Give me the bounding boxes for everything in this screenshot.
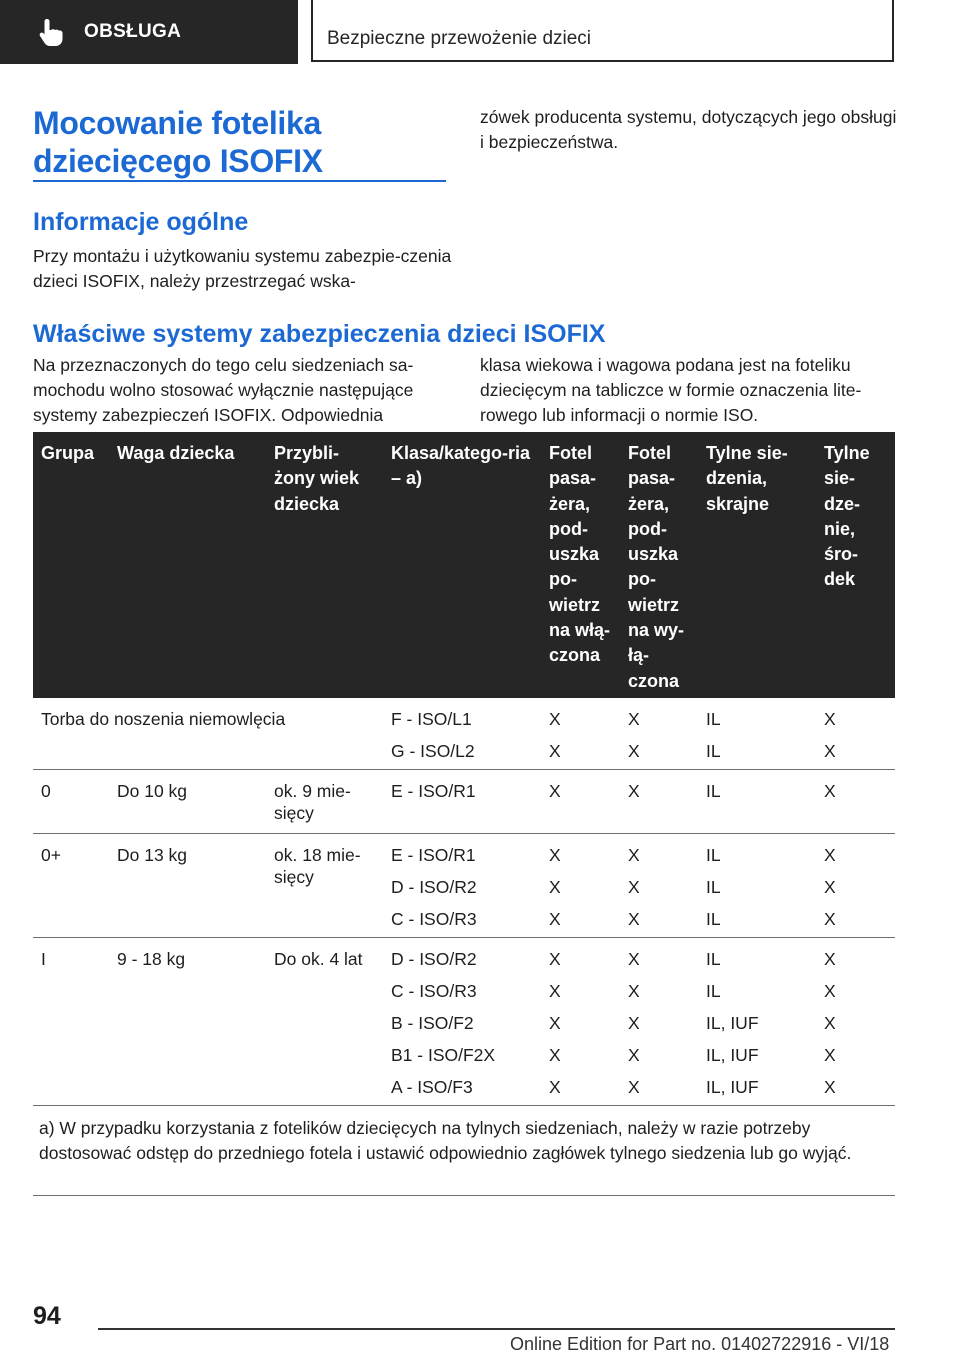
class-cell (391, 844, 531, 930)
cell-value: IL (706, 949, 721, 969)
class-value: F - ISO/L1 (391, 709, 472, 729)
rear-outer-cell (706, 948, 806, 1098)
cell-value: IL, IUF (706, 1045, 759, 1065)
cell-value: X (628, 949, 640, 969)
general-text-left: Przy montażu i użytkowaniu systemu zabezpie-czenia dzieci ISOFIX, należy przestrzegać wska- (33, 246, 452, 291)
page-number: 94 (33, 1302, 61, 1330)
header-age: Przybli-żony wiek dziecka (274, 443, 360, 514)
cell-value: X (628, 1045, 640, 1065)
class-cell (391, 708, 531, 762)
cell-value: IL (706, 909, 721, 929)
header-class: Klasa/katego-ria – a) (391, 443, 531, 489)
cell-value: X (824, 877, 836, 897)
footer-divider (98, 1328, 895, 1330)
cell-value: X (549, 709, 561, 729)
hand-pointer-icon (38, 17, 64, 47)
cell-value: IL (706, 845, 721, 865)
rear-center-cell (824, 708, 886, 762)
edition-note: Online Edition for Part no. 01402722916 - VI/18 (510, 1334, 890, 1354)
cell-value: X (549, 981, 561, 1001)
isofix-table (33, 432, 895, 1196)
table-row (33, 698, 895, 770)
age-cell: Do ok. 4 lat (274, 949, 363, 969)
rear-outer-cell: IL (706, 781, 721, 801)
header-rear-outer: Tylne sie-dzenia, skrajne (706, 443, 788, 514)
cell-value: IL (706, 741, 721, 761)
class-cell (391, 948, 531, 1098)
cell-value: X (824, 909, 836, 929)
class-value: B - ISO/F2 (391, 1013, 474, 1033)
weight-cell: Do 13 kg (117, 845, 188, 865)
table-footnote: a) W przypadku korzystania z fotelików dziecięcych na tylnych siedzeniach, należy w razie potrzeby dostosować odstęp do przedniego fotela i ustawić odpowiednio zagłówek tylnego siedzenia lub go wyjąć. (39, 1118, 852, 1163)
cell-value: X (549, 741, 561, 761)
table-row (33, 938, 895, 1106)
cell-value: X (549, 845, 561, 865)
class-value: D - ISO/R2 (391, 877, 477, 897)
systems-text-right: klasa wiekowa i wagowa podana jest na foteliku dziecięcym na tabliczce w formie oznaczenia lite-rowego lub informacji o normie ISO. (480, 355, 862, 425)
cell-value: X (628, 845, 640, 865)
class-value: A - ISO/F3 (391, 1077, 473, 1097)
section-heading-general: Informacje ogólne (33, 208, 249, 236)
page-title: Mocowanie fotelika dziecięcego ISOFIX (33, 105, 323, 179)
class-value: E - ISO/R1 (391, 845, 476, 865)
age-cell: ok. 9 mie-sięcy (274, 781, 351, 823)
cell-value: X (549, 877, 561, 897)
airbag-on-cell (549, 948, 611, 1098)
cell-value: IL, IUF (706, 1077, 759, 1097)
class-value: B1 - ISO/F2X (391, 1045, 496, 1065)
class-value: C - ISO/R3 (391, 981, 477, 1001)
group-cell: 0+ (41, 845, 61, 865)
weight-cell: 9 - 18 kg (117, 949, 186, 969)
cell-value: X (824, 709, 836, 729)
chapter-title: Bezpieczne przewożenie dzieci (327, 28, 592, 49)
airbag-off-cell (628, 948, 700, 1098)
cell-value: X (549, 909, 561, 929)
cell-value: X (628, 981, 640, 1001)
cell-value: X (824, 845, 836, 865)
group-cell: I (41, 949, 46, 969)
section-heading-systems: Właściwe systemy zabezpieczenia dzieci ISOFIX (33, 320, 606, 348)
chapter-header (311, 0, 894, 62)
class-value: G - ISO/L2 (391, 741, 475, 761)
airbag-off-cell (628, 708, 700, 762)
cell-value: X (824, 981, 836, 1001)
cell-value: X (549, 1013, 561, 1033)
header-weight: Waga dziecka (117, 443, 235, 463)
group-cell: 0 (41, 781, 51, 801)
airbag-on-cell (549, 844, 611, 930)
cell-value: X (824, 949, 836, 969)
cell-value: X (824, 1045, 836, 1065)
title-divider (33, 180, 446, 182)
rear-outer-cell (706, 844, 806, 930)
class-value: C - ISO/R3 (391, 909, 477, 929)
systems-text-left: Na przeznaczonych do tego celu siedzeniach sa-mochodu wolno stosować wyłącznie następujące systemy zabezpieczeń ISOFIX. Odpowiednia (33, 355, 414, 425)
section-tab (0, 0, 298, 64)
table-footnote-row (33, 1106, 895, 1196)
cell-value: IL (706, 981, 721, 1001)
cell-value: X (628, 741, 640, 761)
general-text-right: zówek producenta systemu, dotyczących jego obsługi i bezpieczeństwa. (480, 107, 897, 152)
header-airbag-on: Fotel pasa-żera, pod-uszka po-wietrz na włą-czona (549, 443, 611, 666)
cell-value: X (628, 1077, 640, 1097)
rear-outer-cell (706, 708, 806, 762)
cell-value: X (628, 909, 640, 929)
cell-value: X (824, 741, 836, 761)
header-rear-center: Tylne sie-dze-nie, śro-dek (824, 443, 870, 590)
airbag-off-cell (628, 844, 700, 930)
table-row (33, 834, 895, 938)
weight-cell: Do 10 kg (117, 781, 188, 801)
table-row (33, 770, 895, 834)
cell-value: X (549, 1077, 561, 1097)
rear-center-cell: X (824, 781, 836, 801)
cell-value: X (549, 949, 561, 969)
class-cell: E - ISO/R1 (391, 781, 476, 801)
row-label: Torba do noszenia niemowlęcia (41, 709, 286, 729)
header-group: Grupa (41, 443, 95, 463)
cell-value: X (628, 709, 640, 729)
section-label: OBSŁUGA (84, 21, 182, 42)
cell-value: IL (706, 709, 721, 729)
cell-value: X (628, 877, 640, 897)
cell-value: X (628, 1013, 640, 1033)
rear-center-cell (824, 844, 886, 930)
age-cell: ok. 18 mie-sięcy (274, 845, 361, 887)
table-header (33, 432, 895, 698)
rear-center-cell (824, 948, 886, 1098)
airbag-off-cell: X (628, 781, 640, 801)
cell-value: X (824, 1077, 836, 1097)
class-value: D - ISO/R2 (391, 949, 477, 969)
cell-value: X (824, 1013, 836, 1033)
cell-value: IL (706, 877, 721, 897)
header-airbag-off: Fotel pasa-żera, pod-uszka po-wietrz na wy-łą-czona (628, 443, 685, 691)
cell-value: X (549, 1045, 561, 1065)
airbag-on-cell: X (549, 781, 561, 801)
cell-value: IL, IUF (706, 1013, 759, 1033)
airbag-on-cell (549, 708, 611, 762)
